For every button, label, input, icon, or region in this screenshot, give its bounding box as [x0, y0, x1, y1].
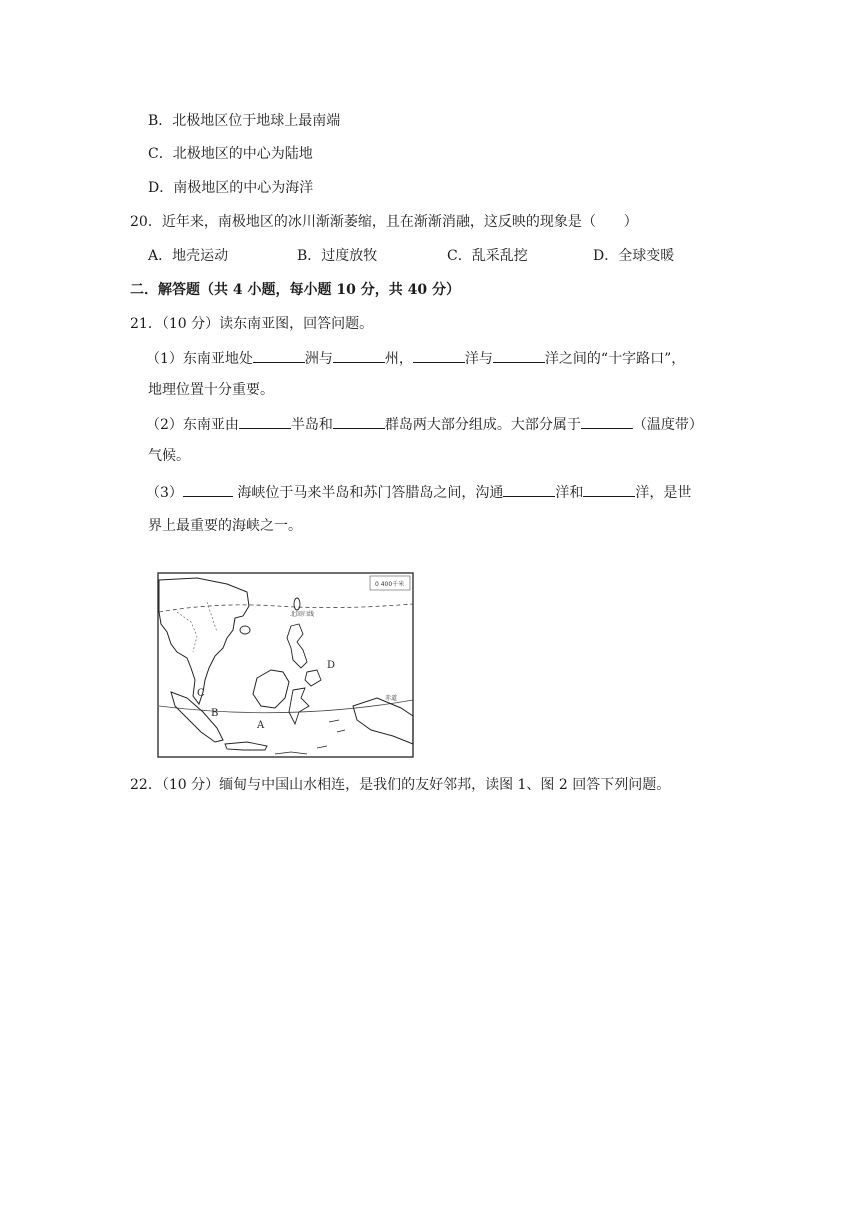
q21-p2-text-d: （温度带） — [632, 417, 703, 433]
q19-option-c: C．北极地区的中心为陆地 — [148, 146, 313, 162]
map-scale-label: 0 400千米 — [375, 581, 405, 588]
q21-p1-text-e: 洋之间的“十字路口”， — [544, 351, 686, 367]
q21-part1-continued: 地理位置十分重要。 — [148, 382, 274, 398]
q21-p3-text-a: （3） — [146, 485, 183, 501]
answer-blank[interactable] — [581, 414, 633, 429]
answer-blank[interactable] — [583, 482, 635, 497]
q21-part2-continued: 气候。 — [148, 448, 190, 464]
answer-blank[interactable] — [183, 482, 233, 497]
q21-p3-text-b: 海峡位于马来半岛和苏门答腊岛之间，沟通 — [232, 485, 504, 501]
q21-p1-text-c: 州， — [384, 351, 413, 367]
q21-part3-continued: 界上最重要的海峡之一。 — [148, 518, 302, 534]
q19-option-d: D．南极地区的中心为海洋 — [148, 180, 314, 196]
q21-p3-text-d: 洋，是世 — [635, 485, 692, 501]
q21-part3 — [146, 482, 691, 503]
q20-option-a: A．地壳运动 — [148, 248, 229, 264]
answer-blank[interactable] — [413, 348, 465, 363]
map-equator-label: 赤道 — [385, 695, 398, 702]
q21-p2-text-a: （2）东南亚由 — [146, 417, 239, 433]
q19-option-b: B．北极地区位于地球上最南端 — [148, 113, 341, 129]
map-label-b: B — [211, 708, 219, 719]
q21-stem: 21．（10 分）读东南亚图，回答问题。 — [130, 316, 374, 332]
q22-stem: 22．（10 分）缅甸与中国山水相连，是我们的友好邻邦，读图 1、图 2 回答下列问题。 — [130, 777, 671, 793]
q21-part1 — [146, 348, 685, 369]
q21-p2-text-b: 半岛和 — [290, 417, 333, 433]
q21-p1-text-d: 洋与 — [464, 351, 493, 367]
q21-p3-text-c: 洋和 — [555, 485, 584, 501]
answer-blank[interactable] — [503, 482, 555, 497]
map-label-d: D — [327, 660, 336, 671]
q21-part2 — [146, 414, 703, 435]
answer-blank[interactable] — [333, 414, 385, 429]
q21-p2-text-c: 群岛两大部分组成。大部分属于 — [384, 417, 581, 433]
answer-blank[interactable] — [333, 348, 385, 363]
section-heading: 二．解答题（共 4 小题，每小题 10 分，共 40 分） — [130, 282, 460, 298]
q20-option-d: D．全球变暖 — [593, 248, 675, 264]
q20-option-c: C．乱采乱挖 — [447, 248, 528, 264]
southeast-asia-map — [157, 572, 414, 758]
q20-option-b: B．过度放牧 — [297, 248, 378, 264]
answer-blank[interactable] — [253, 348, 305, 363]
map-label-c: C — [197, 688, 205, 699]
map-label-a: A — [257, 720, 265, 731]
answer-blank[interactable] — [493, 348, 545, 363]
q21-p1-text-a: （1）东南亚地处 — [146, 351, 253, 367]
map-tropic-label: 北回归线 — [290, 611, 315, 618]
q21-p1-text-b: 洲与 — [304, 351, 333, 367]
answer-blank[interactable] — [239, 414, 291, 429]
q20-stem: 20．近年来，南极地区的冰川渐渐萎缩，且在渐渐消融，这反映的现象是（ ） — [130, 214, 638, 230]
